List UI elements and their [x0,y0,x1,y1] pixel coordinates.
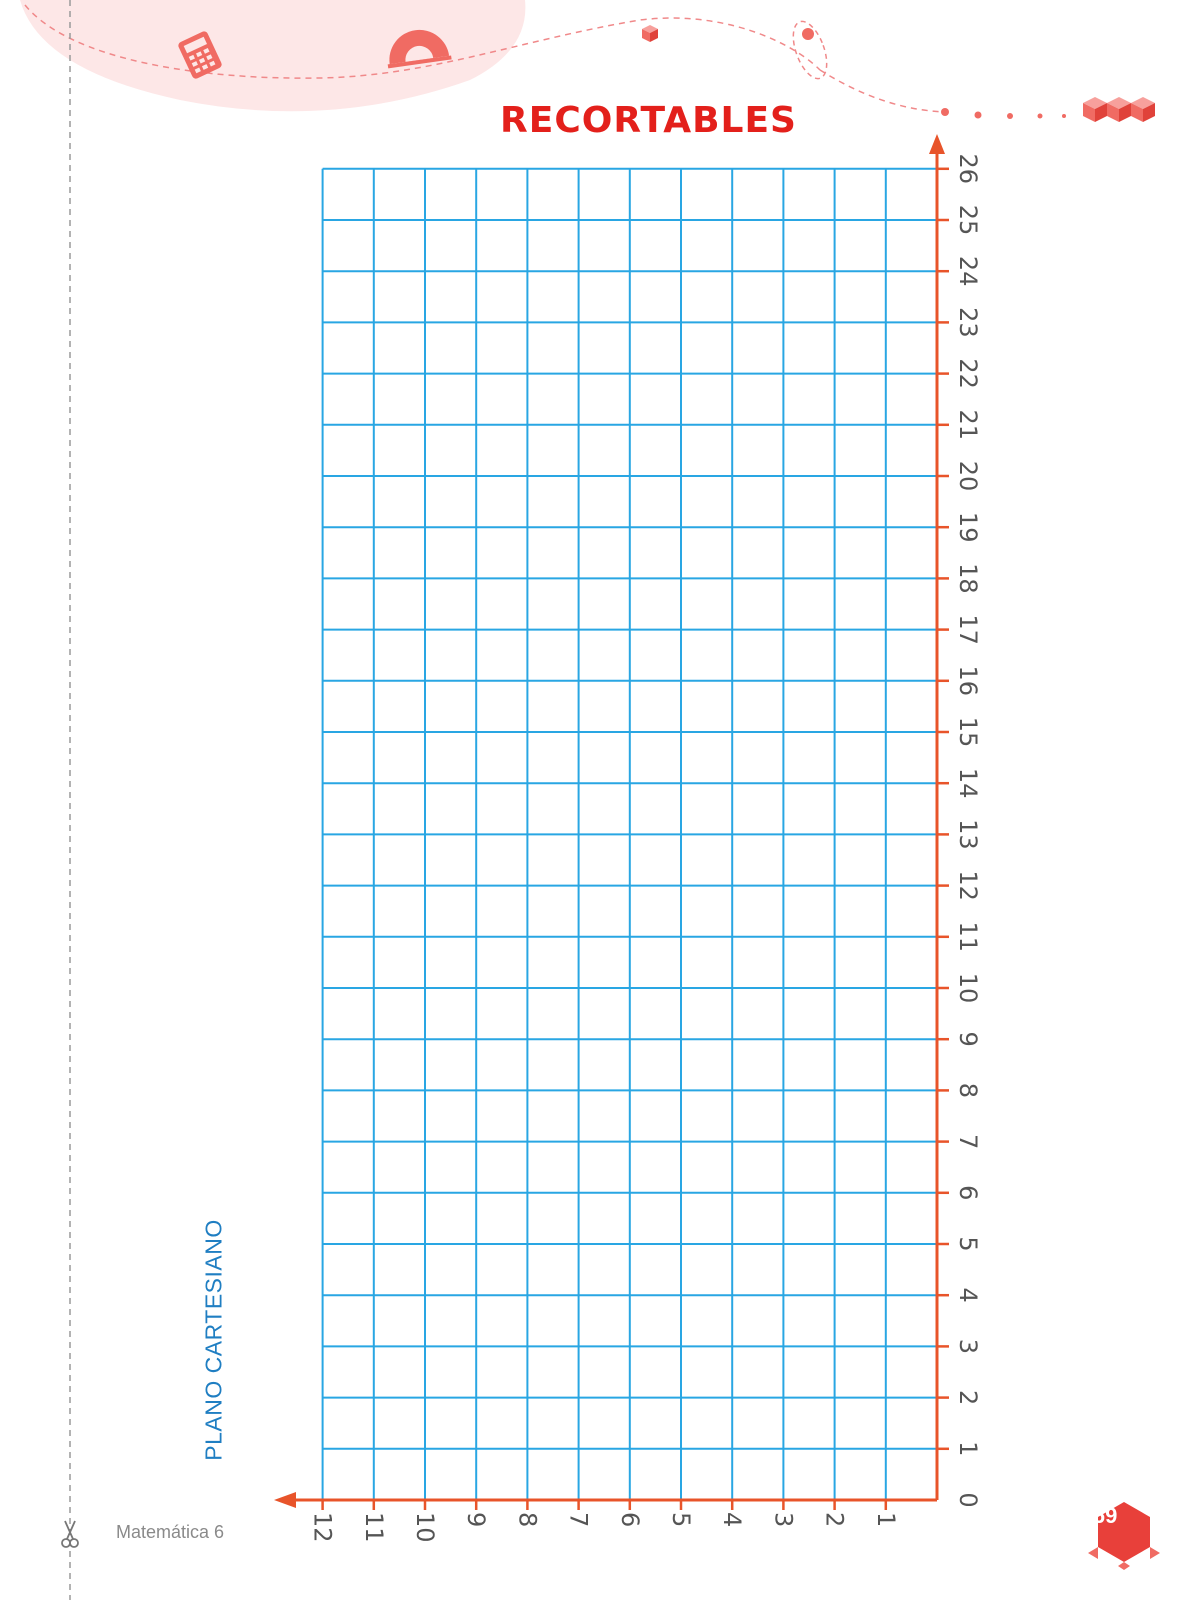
x-tick-label: 7 [564,1512,593,1528]
y-tick-label: 5 [954,1236,982,1252]
x-axis-arrow [274,1492,296,1508]
x-tick-label: 5 [667,1512,695,1528]
plane-label: PLANO CARTESIANO [200,1219,227,1461]
grid-lines [323,169,937,1500]
y-tick-label: 24 [954,255,982,287]
x-tick-label: 1 [871,1512,900,1528]
y-tick-label: 15 [954,716,982,748]
y-tick-label: 13 [954,819,982,850]
y-tick-label: 23 [954,307,982,338]
y-tick-label: 18 [954,563,982,594]
page-title: RECORTABLES [500,100,797,141]
y-tick-label: 26 [954,153,982,185]
y-tick-label: 16 [954,665,982,697]
axes [274,134,949,1510]
y-tick-label: 20 [954,460,982,492]
book-title: Matemática 6 [116,1522,225,1542]
y-axis-arrow [929,134,945,154]
y-tick-label: 8 [954,1082,982,1099]
tick-labels [309,154,982,1543]
y-tick-label: 2 [954,1389,982,1406]
x-tick-label: 6 [615,1512,644,1528]
x-tick-label: 12 [308,1512,337,1543]
y-tick-label: 25 [954,204,982,236]
y-tick-label: 11 [954,921,982,953]
page-number: 169 [1080,1503,1118,1528]
y-tick-label: 10 [954,972,982,1004]
y-tick-label: 21 [954,409,982,441]
y-tick-label: 14 [954,767,982,799]
y-tick-label: 0 [954,1492,982,1508]
y-tick-label: 22 [954,358,982,389]
x-tick-label: 10 [411,1512,439,1543]
x-tick-label: 2 [820,1512,849,1528]
y-tick-label: 3 [954,1338,982,1355]
x-tick-label: 9 [462,1512,491,1528]
y-tick-label: 1 [954,1441,982,1457]
x-tick-label: 4 [718,1512,747,1528]
y-tick-label: 19 [954,511,982,543]
y-tick-label: 4 [954,1287,982,1303]
y-tick-label: 7 [954,1133,982,1150]
y-tick-label: 12 [954,870,982,901]
x-tick-label: 3 [769,1512,798,1528]
x-tick-label: 8 [513,1512,542,1528]
x-tick-label: 11 [359,1512,388,1543]
y-tick-label: 9 [954,1031,982,1047]
y-tick-label: 6 [954,1185,982,1201]
y-tick-label: 17 [954,614,982,645]
